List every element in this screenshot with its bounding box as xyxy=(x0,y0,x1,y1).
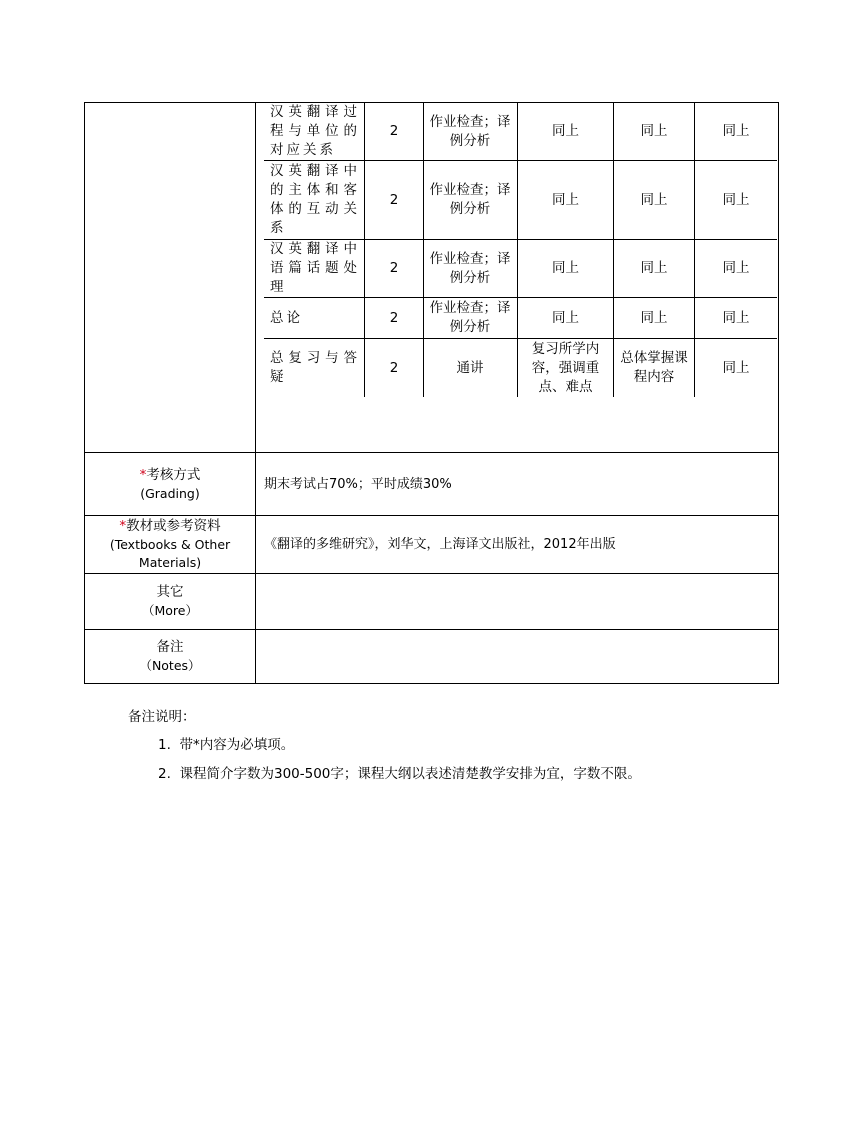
grading-label-cn: 考核方式 xyxy=(146,466,201,483)
assessment-cell: 同上 xyxy=(722,191,750,208)
textbooks-label-en: (Textbooks & Other Materials) xyxy=(109,537,231,570)
requirement-cell: 同上 xyxy=(552,309,579,326)
textbooks-value: 《翻译的多维研究》，刘华文，上海译文出版社，2012年出版 xyxy=(264,537,616,552)
assessment-cell: 同上 xyxy=(722,260,750,276)
footnote-number: 2. xyxy=(158,766,171,782)
footnote-number: 1. xyxy=(158,737,171,753)
requirement-cell: 同上 xyxy=(552,191,579,208)
hours-cell: 2 xyxy=(389,191,399,208)
requirement-cell: 同上 xyxy=(552,260,579,276)
textbooks-label xyxy=(85,516,255,573)
more-label xyxy=(85,574,255,629)
hours-cell: 2 xyxy=(389,359,399,376)
footnote-item xyxy=(158,764,641,784)
required-star: * xyxy=(119,518,127,534)
hours-cell: 2 xyxy=(389,123,399,139)
textbooks-label-cn: 教材或参考资料 xyxy=(126,518,221,534)
notes-label xyxy=(85,630,255,683)
topic-cell: 汉英翻译中语篇话题处理 xyxy=(270,241,360,295)
hours-cell: 2 xyxy=(389,260,399,276)
method-cell: 作业检查；译例分析 xyxy=(429,250,511,286)
notes-value xyxy=(256,630,778,683)
topic-cell: 总论 xyxy=(270,309,303,326)
more-label-cn: 其它 xyxy=(156,584,184,600)
footnote-text: 课程简介字数为300-500字；课程大纲以表述清楚教学安排为宜，字数不限。 xyxy=(179,766,641,782)
more-value xyxy=(256,574,778,629)
objective-cell: 总体掌握课程内容 xyxy=(620,350,688,385)
objective-cell: 同上 xyxy=(640,260,668,276)
topic-cell: 总复习与答疑 xyxy=(270,350,360,385)
topic-cell: 汉英翻译中的主体和客体的互动关系 xyxy=(270,163,360,236)
method-cell: 作业检查；译例分析 xyxy=(429,182,511,217)
assessment-cell: 同上 xyxy=(722,359,750,376)
assessment-cell: 同上 xyxy=(722,309,750,326)
notes-label-en: （Notes） xyxy=(139,658,201,673)
method-cell: 通讲 xyxy=(456,359,484,376)
assessment-cell: 同上 xyxy=(722,123,750,139)
footnote-item xyxy=(158,735,294,755)
footnotes-title: 备注说明： xyxy=(128,709,196,725)
topic-cell: 汉英翻译过程与单位的对应关系 xyxy=(270,104,360,158)
footnote-text: 带*内容为必填项。 xyxy=(179,737,295,753)
requirement-cell: 复习所学内容，强调重点、难点 xyxy=(531,340,600,395)
grading-label-en: (Grading) xyxy=(140,485,200,501)
grading-value: 期末考试占70%；平时成绩30% xyxy=(264,476,452,492)
objective-cell: 同上 xyxy=(640,309,668,326)
more-label-en: （More） xyxy=(142,603,198,618)
divider xyxy=(423,102,424,397)
method-cell: 作业检查；译例分析 xyxy=(429,300,511,335)
objective-cell: 同上 xyxy=(640,123,668,139)
grading-label xyxy=(85,453,255,515)
notes-label-cn: 备注 xyxy=(156,639,184,655)
required-star: * xyxy=(139,466,147,483)
requirement-cell: 同上 xyxy=(552,123,579,139)
objective-cell: 同上 xyxy=(640,191,668,208)
method-cell: 作业检查；译例分析 xyxy=(429,113,511,149)
hours-cell: 2 xyxy=(389,309,399,326)
